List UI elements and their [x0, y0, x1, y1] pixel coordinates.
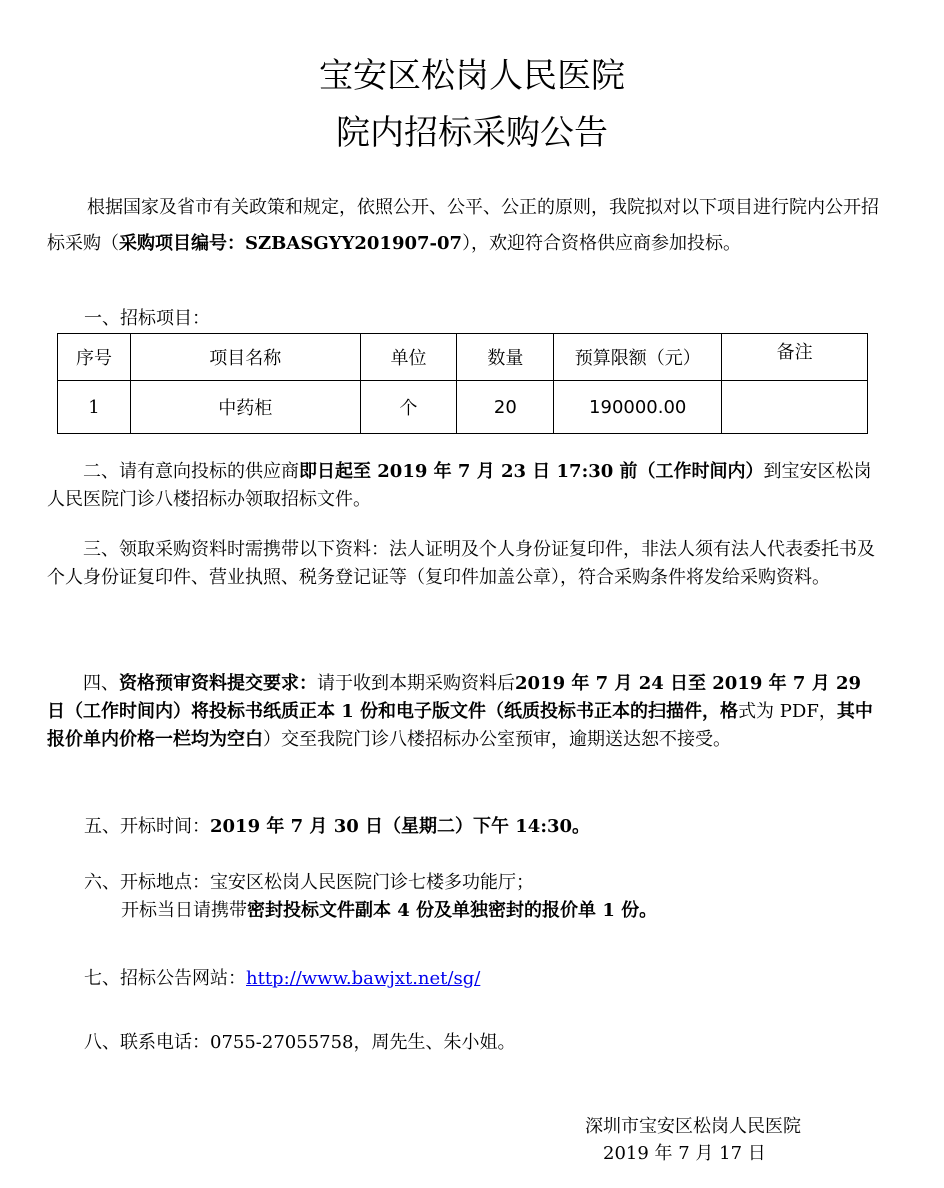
section8-contact: 八、联系电话：0755-27055758，周先生、朱小姐。 [84, 1032, 516, 1053]
header-quantity: 数量 [457, 334, 554, 381]
intro-text-2: ），欢迎符合资格供应商参加投标。 [462, 233, 742, 254]
website-link[interactable]: http://www.bawjxt.net/sg/ [246, 968, 481, 989]
section4-paragraph [47, 670, 880, 754]
section5-paragraph [84, 814, 590, 840]
section5-label: 五、开标时间： [84, 816, 210, 837]
section6-line2 [121, 898, 657, 924]
section4-submission-details: 2019 年 7 月 24 日至 2019 年 7 月 29 日（工作时间内）将投标书纸质正本 1 份和电子版文件（纸质投标书正本的扫描件，格 [47, 673, 862, 722]
section6-documents: 密封投标文件副本 4 份及单独密封的报价单 1 份。 [247, 900, 658, 921]
cell-item-name: 中药柜 [130, 381, 360, 434]
cell-budget: 190000.00 [554, 381, 722, 434]
section1-heading: 一、招标项目： [84, 308, 210, 329]
section3-paragraph: 三、领取采购资料时需携带以下资料：法人证明及个人身份证复印件，非法人须有法人代表委托书及个人身份证复印件、营业执照、税务登记证等（复印件加盖公章），符合采购条件将发给采购资料。 [47, 539, 875, 588]
document-subtitle: 院内招标采购公告 [336, 113, 608, 153]
intro-paragraph [47, 190, 880, 262]
section4-heading: 资格预审资料提交要求： [119, 673, 317, 694]
signature-organization: 深圳市宝安区松岗人民医院 [585, 1116, 801, 1137]
cell-unit: 个 [360, 381, 457, 434]
section4-text-1: 请于收到本期采购资料后 [317, 673, 515, 694]
document-title: 宝安区松岗人民医院 [319, 56, 625, 96]
section4-text-2: 式为 PDF， [738, 701, 837, 722]
header-budget: 预算限额（元） [554, 334, 722, 381]
section5-time: 2019 年 7 月 30 日（星期二）下午 14:30。 [210, 816, 591, 837]
header-index: 序号 [58, 334, 131, 381]
section7-paragraph [84, 966, 480, 992]
section4-prefix: 四、 [83, 673, 119, 694]
items-table [57, 333, 868, 434]
section6-text: 开标当日请携带 [121, 900, 247, 921]
section2-text-1: 二、请有意向投标的供应商 [83, 461, 299, 482]
cell-remarks [722, 381, 868, 434]
section4-text-3: ）交至我院门诊八楼招标办公室预审，逾期送达恕不接受。 [263, 729, 731, 750]
section6-line1: 六、开标地点：宝安区松岗人民医院门诊七楼多功能厅； [84, 872, 534, 893]
header-unit: 单位 [360, 334, 457, 381]
project-number: 采购项目编号：SZBASGYY201907-07 [119, 233, 463, 254]
section2-deadline: 即日起至 2019 年 7 月 23 日 17:30 前（工作时间内） [299, 461, 764, 482]
table-row [58, 381, 868, 434]
header-item-name: 项目名称 [130, 334, 360, 381]
section2-text-2: 到宝安区松岗人民医院门诊八楼招标办领取招标文件。 [47, 461, 872, 510]
signature-date: 2019 年 7 月 17 日 [603, 1143, 766, 1164]
section4-price-note: 其中报价单内价格一栏均为空白 [47, 701, 873, 750]
section2-paragraph [47, 458, 880, 514]
cell-quantity: 20 [457, 381, 554, 434]
section7-label: 七、招标公告网站： [84, 968, 246, 989]
table-header-row [58, 334, 868, 381]
intro-text-1: 根据国家及省市有关政策和规定，依照公开、公平、公正的原则，我院拟对以下项目进行院内公开招标采购（ [47, 197, 879, 254]
header-remarks: 备注 [722, 334, 868, 381]
cell-index: 1 [58, 381, 131, 434]
